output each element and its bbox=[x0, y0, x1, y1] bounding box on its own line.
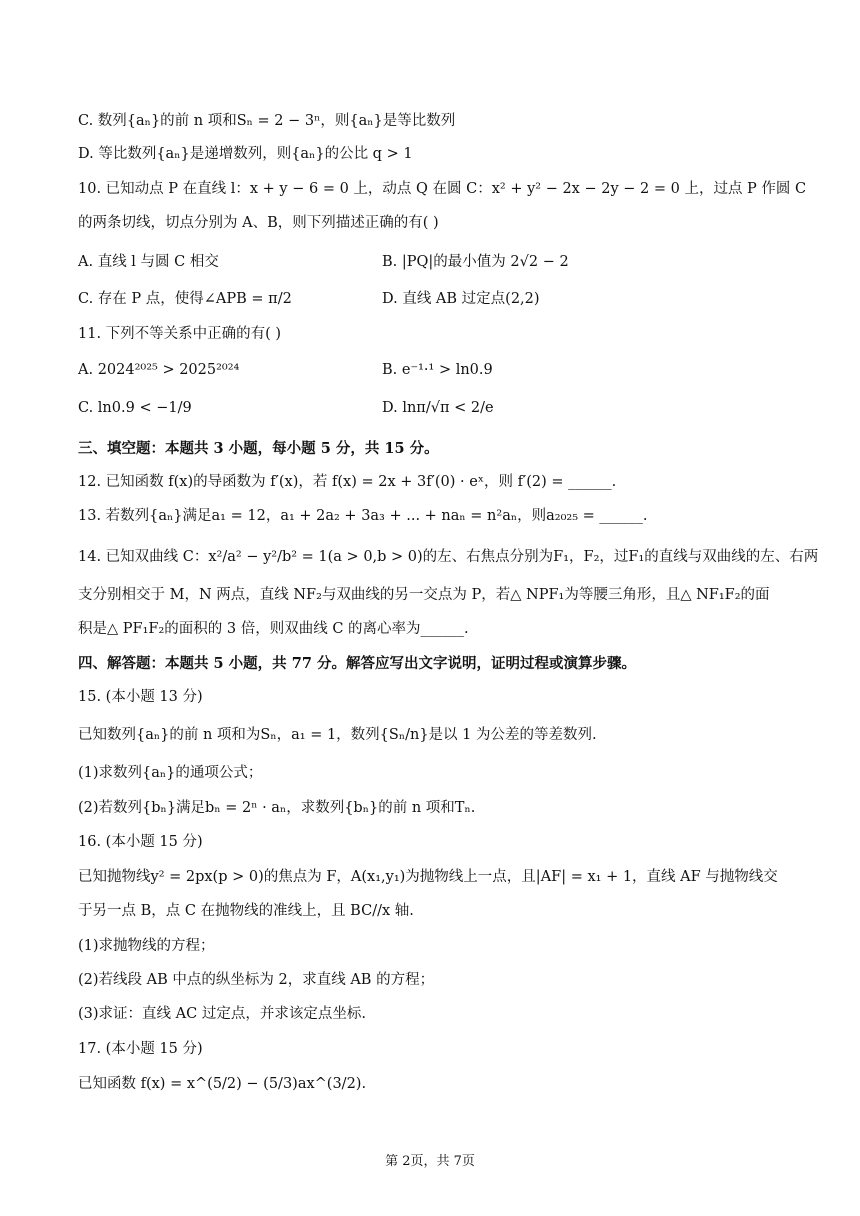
q11-option-c: C. ln0.9 < −1/9 bbox=[78, 400, 192, 416]
q10-stem-line2: 的两条切线，切点分别为 A、B，则下列描述正确的有( ) bbox=[78, 215, 439, 231]
q16-stem-line2: 于另一点 B，点 C 在抛物线的准线上，且 BC//x 轴. bbox=[78, 903, 414, 919]
q16-part3: (3)求证：直线 AC 过定点，并求该定点坐标. bbox=[78, 1006, 366, 1022]
q16-header: 16. (本小题 15 分) bbox=[78, 834, 203, 850]
section-4-heading: 四、解答题：本题共 5 小题，共 77 分。解答应写出文字说明，证明过程或演算步骤。 bbox=[78, 655, 636, 672]
q14-line1: 14. 已知双曲线 C：x²/a² − y²/b² = 1(a > 0,b > 0)的左、右焦点分别为F₁，F₂，过F₁的直线与双曲线的左、右两 bbox=[78, 549, 819, 565]
q17-stem: 已知函数 f(x) = x^(5/2) − (5/3)ax^(3/2). bbox=[78, 1076, 367, 1092]
q17-header: 17. (本小题 15 分) bbox=[78, 1041, 203, 1057]
q11-option-a: A. 2024²⁰²⁵ > 2025²⁰²⁴ bbox=[78, 362, 240, 378]
q9-option-c: C. 数列{aₙ}的前 n 项和Sₙ = 2 − 3ⁿ，则{aₙ}是等比数列 bbox=[78, 113, 456, 129]
q10-option-d: D. 直线 AB 过定点(2,2) bbox=[382, 291, 540, 307]
q16-part1: (1)求抛物线的方程； bbox=[78, 938, 215, 954]
q11-option-d: D. lnπ/√π < 2/e bbox=[382, 400, 494, 416]
section-3-heading: 三、填空题：本题共 3 小题，每小题 5 分，共 15 分。 bbox=[78, 440, 439, 457]
q10-option-b: B. |PQ|的最小值为 2√2 − 2 bbox=[382, 254, 569, 270]
q15-stem: 已知数列{aₙ}的前 n 项和为Sₙ，a₁ = 1，数列{Sₙ/n}是以 1 为公差的等差数列. bbox=[78, 727, 597, 743]
q16-stem-line1: 已知抛物线y² = 2px(p > 0)的焦点为 F，A(x₁,y₁)为抛物线上一点，且|AF| = x₁ + 1，直线 AF 与抛物线交 bbox=[78, 869, 778, 885]
q10-option-c: C. 存在 P 点，使得∠APB = π/2 bbox=[78, 291, 292, 307]
page-footer: 第 2页，共 7页 bbox=[385, 1154, 475, 1169]
q11-option-b: B. e⁻¹·¹ > ln0.9 bbox=[382, 362, 493, 378]
q12: 12. 已知函数 f(x)的导函数为 f′(x)，若 f(x) = 2x + 3f′(0) · eˣ，则 f′(2) = ______. bbox=[78, 474, 617, 490]
q13: 13. 若数列{aₙ}满足a₁ = 12，a₁ + 2a₂ + 3a₃ + ... + naₙ = n²aₙ，则a₂₀₂₅ = ______. bbox=[78, 508, 648, 524]
q11-stem: 11. 下列不等关系中正确的有( ) bbox=[78, 326, 282, 342]
q9-option-d: D. 等比数列{aₙ}是递增数列，则{aₙ}的公比 q > 1 bbox=[78, 146, 413, 162]
q15-header: 15. (本小题 13 分) bbox=[78, 689, 203, 705]
q14-line2: 支分别相交于 M，N 两点，直线 NF₂与双曲线的另一交点为 P，若△ NPF₁为等腰三角形，且△ NF₁F₂的面 bbox=[78, 587, 770, 603]
q16-part2: (2)若线段 AB 中点的纵坐标为 2，求直线 AB 的方程； bbox=[78, 972, 435, 988]
q14-line3: 积是△ PF₁F₂的面积的 3 倍，则双曲线 C 的离心率为______. bbox=[78, 621, 469, 637]
q10-stem-line1: 10. 已知动点 P 在直线 l：x + y − 6 = 0 上，动点 Q 在圆 C：x² + y² − 2x − 2y − 2 = 0 上，过点 P 作圆 C bbox=[78, 181, 807, 197]
q15-part1: (1)求数列{aₙ}的通项公式； bbox=[78, 765, 263, 781]
q15-part2: (2)若数列{bₙ}满足bₙ = 2ⁿ · aₙ，求数列{bₙ}的前 n 项和Tₙ. bbox=[78, 800, 476, 816]
q10-option-a: A. 直线 l 与圆 C 相交 bbox=[78, 254, 219, 270]
